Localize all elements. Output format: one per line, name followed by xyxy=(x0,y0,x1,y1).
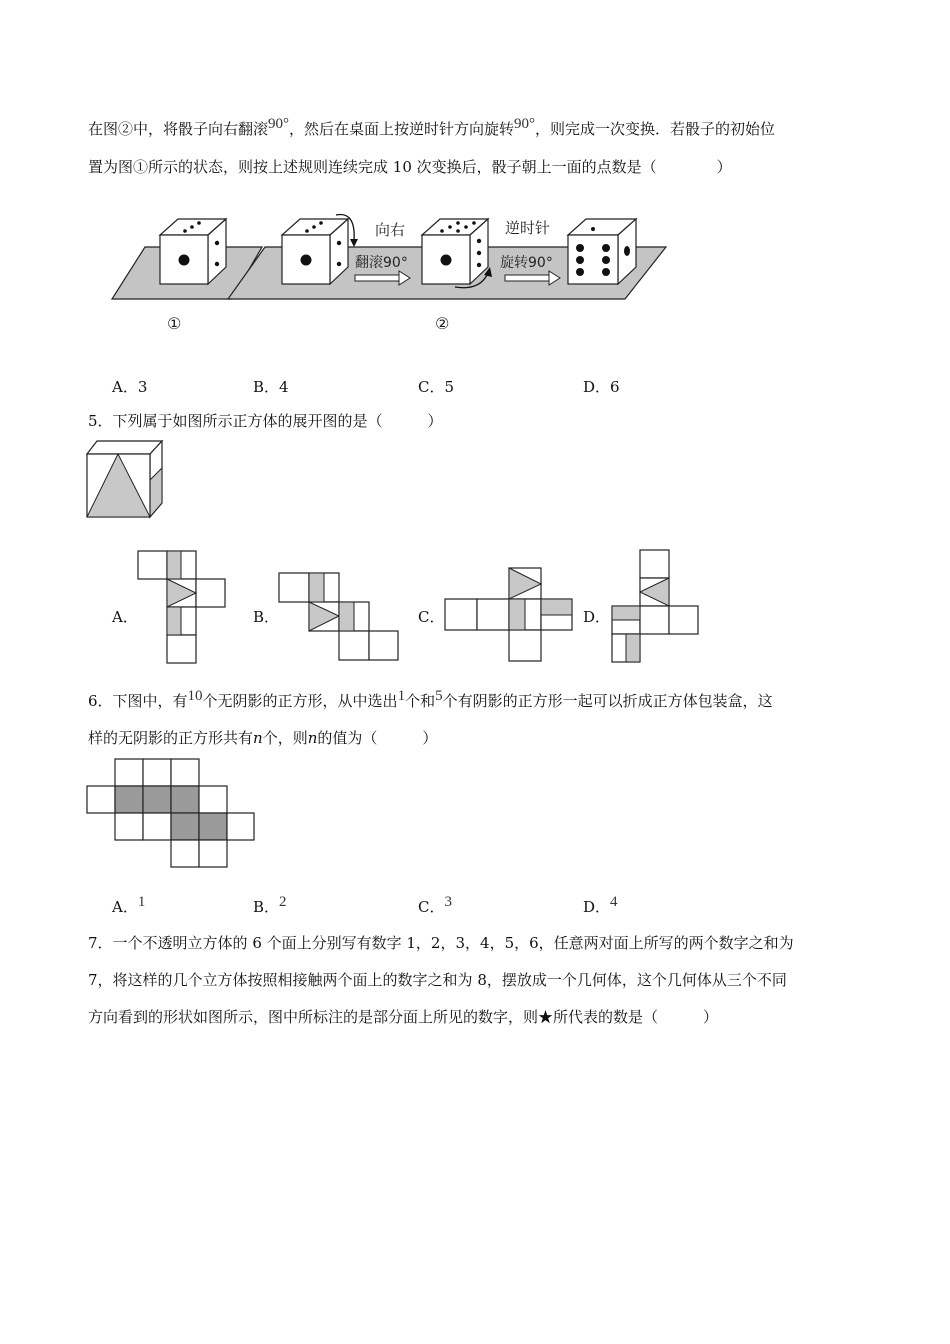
q6-option-a[interactable]: A．1 xyxy=(112,894,146,916)
arrow-1-top-label: 向右 xyxy=(375,221,406,239)
q5-option-a[interactable]: A． xyxy=(112,608,138,626)
q6-line-2: 样的无阴影的正方形共有n个，则n的值为（ ） xyxy=(88,729,438,747)
q7-line-2: 7，将这样的几个立方体按照相接触两个面上的数字之和为 8，摆放成一个几何体，这个几何体从三个不同 xyxy=(88,971,787,989)
q5-cube xyxy=(86,440,166,520)
q5-net-a[interactable] xyxy=(137,550,229,665)
arrow-2-top-label: 逆时针 xyxy=(505,219,551,237)
q7-line-1: 7．一个不透明立方体的 6 个面上分别写有数字 1，2，3，4，5，6，任意两对面上所写的两个数字之和为 xyxy=(88,934,794,952)
q5-option-b[interactable]: B． xyxy=(253,608,280,626)
q7-line-3: 方向看到的形状如图所示，图中所标注的是部分面上所见的数字，则★所代表的数是（ ） xyxy=(88,1008,719,1026)
q4-line-1: 在图②中，将骰子向右翻滚90°，然后在桌面上按逆时针方向旋转90°，则完成一次变换．若骰子的初始位 xyxy=(88,116,776,138)
q6-option-c[interactable]: C．3 xyxy=(418,894,452,916)
q4-option-a[interactable]: A．3 xyxy=(112,378,148,396)
q5-net-d[interactable] xyxy=(611,549,701,664)
figure-label-2: ② xyxy=(435,314,450,333)
q4-option-b[interactable]: B．4 xyxy=(253,378,289,396)
q6-option-b[interactable]: B．2 xyxy=(253,894,287,916)
figure-label-1: ① xyxy=(167,314,182,333)
star-icon: ★ xyxy=(538,1008,554,1026)
q4-degree-1: 90° xyxy=(268,116,290,132)
dice-figure xyxy=(100,205,680,340)
q4-option-d[interactable]: D．6 xyxy=(583,378,620,396)
q5-option-c[interactable]: C． xyxy=(418,608,445,626)
q4-line-2: 置为图①所示的状态，则按上述规则连续完成 10 次变换后，骰子朝上一面的点数是（ ） xyxy=(88,158,732,176)
arrow-1-bottom-label: 翻滚90° xyxy=(355,255,408,271)
q4-option-c[interactable]: C．5 xyxy=(418,378,455,396)
arrow-2-bottom-label: 旋转90° xyxy=(500,255,553,271)
q5-stem: 5．下列属于如图所示正方体的展开图的是（ ） xyxy=(88,412,443,430)
q5-option-d[interactable]: D． xyxy=(583,608,611,626)
die-1 xyxy=(160,219,226,284)
q6-line-1: 6．下图中，有10个无阴影的正方形，从中选出1个和5个有阴影的正方形一起可以折成正方体包装盒，这 xyxy=(88,688,773,710)
die-4 xyxy=(568,219,636,284)
q4-degree-2: 90° xyxy=(514,116,536,132)
q6-option-d[interactable]: D．4 xyxy=(583,894,618,916)
q5-net-c[interactable] xyxy=(444,566,574,664)
q6-grid xyxy=(86,758,256,870)
q5-net-b[interactable] xyxy=(278,572,400,664)
